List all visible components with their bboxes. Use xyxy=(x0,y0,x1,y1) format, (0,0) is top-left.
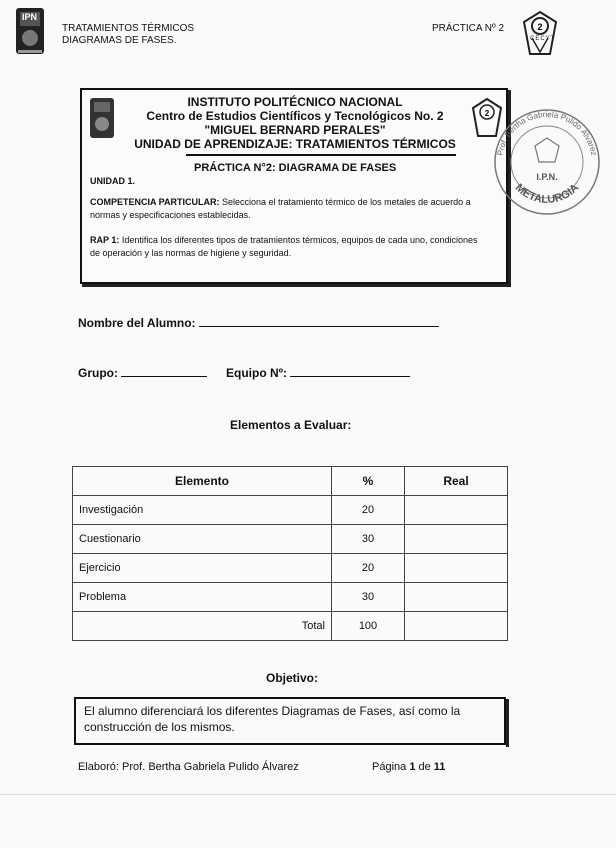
row-elemento: Problema xyxy=(73,583,332,612)
total-real[interactable] xyxy=(405,612,508,641)
row-real[interactable] xyxy=(405,554,508,583)
unidad-label: UNIDAD 1. xyxy=(90,176,136,186)
rap-paragraph xyxy=(90,234,490,260)
practice-title: PRÁCTICA N°2: DIAGRAMA DE FASES xyxy=(194,162,397,174)
page-total: 11 xyxy=(433,761,446,773)
competencia-paragraph xyxy=(90,196,490,222)
box-shadow-bottom xyxy=(82,284,511,287)
header-subject: TRATAMIENTOS TÉRMICOS xyxy=(62,23,195,34)
row-real[interactable] xyxy=(405,583,508,612)
header-practice-number: PRÁCTICA Nº 2 xyxy=(432,23,505,34)
group-label: Grupo: xyxy=(78,366,118,380)
page-prefix: Página xyxy=(372,761,410,773)
page-bottom-edge xyxy=(0,794,616,795)
student-name-label: Nombre del Alumno: xyxy=(78,316,196,330)
row-elemento: Ejercicio xyxy=(73,554,332,583)
svg-text:2: 2 xyxy=(484,109,490,118)
table-row xyxy=(73,554,508,583)
institute-name: INSTITUTO POLITÉCNICO NACIONAL xyxy=(187,95,403,109)
row-elemento: Cuestionario xyxy=(73,525,332,554)
objective-title: Objetivo: xyxy=(266,671,319,685)
objective-text: El alumno diferenciará los diferentes Diagramas de Fases, así como la construcción de los mismos. xyxy=(84,704,461,734)
stamp-center-text: I.P.N. xyxy=(536,172,558,182)
student-name-field[interactable] xyxy=(78,313,439,330)
header-topic: DIAGRAMAS DE FASES. xyxy=(62,35,177,46)
stamp-top-text: Prof. Bertha Gabriela Pulido Álvarez xyxy=(495,109,599,157)
cecyt-logo-text: CECYT xyxy=(530,36,556,42)
competencia-text: Selecciona el tratamiento térmico de los metales de acuerdo a normas y especificaciones establecidas. xyxy=(90,197,471,220)
title-divider xyxy=(186,154,456,156)
stamp-bottom-text: METALURGIA xyxy=(512,181,582,207)
team-line[interactable] xyxy=(290,363,410,377)
table-total-row xyxy=(73,612,508,641)
row-real[interactable] xyxy=(405,525,508,554)
table-header-row xyxy=(73,467,508,496)
metalurgia-stamp xyxy=(488,100,606,218)
svg-text:Prof. Bertha Gabriela Pulido Á xyxy=(495,110,598,156)
group-field[interactable] xyxy=(78,363,207,380)
svg-text:2: 2 xyxy=(537,22,543,32)
page-number: 1 xyxy=(409,761,416,773)
header-logo-ipn xyxy=(12,6,48,56)
practice-info-box xyxy=(80,88,508,284)
rap-text: Identifica los diferentes tipos de tratamientos térmicos, equipos de cada uno, condiciones de operación y las normas de higiene y seguridad. xyxy=(90,235,478,258)
ipn-box-logo xyxy=(88,96,116,140)
objective-shadow xyxy=(506,699,509,747)
row-real[interactable] xyxy=(405,496,508,525)
center-name: Centro de Estudios Científicos y Tecnológicos No. 2 xyxy=(146,109,444,123)
col-header-real: Real xyxy=(405,467,508,496)
rap-label: RAP 1: xyxy=(90,235,120,245)
school-name: "MIGUEL BERNARD PERALES" xyxy=(204,123,386,137)
total-value: 100 xyxy=(332,612,405,641)
col-header-percent: % xyxy=(332,467,405,496)
competencia-label: COMPETENCIA PARTICULAR: xyxy=(90,197,220,207)
page-mid: de xyxy=(415,761,434,773)
objective-box xyxy=(74,697,506,745)
row-percent: 30 xyxy=(332,525,405,554)
evaluation-title: Elementos a Evaluar: xyxy=(230,418,352,432)
row-percent: 20 xyxy=(332,496,405,525)
row-percent: 20 xyxy=(332,554,405,583)
footer-author: Elaboró: Prof. Bertha Gabriela Pulido Álvarez xyxy=(78,761,299,773)
table-row xyxy=(73,525,508,554)
row-elemento: Investigación xyxy=(73,496,332,525)
table-row xyxy=(73,496,508,525)
footer-page xyxy=(372,761,445,773)
svg-text:METALURGIA xyxy=(513,182,581,206)
unit-name: UNIDAD DE APRENDIZAJE: TRATAMIENTOS TÉRMICOS xyxy=(134,137,456,151)
evaluation-table xyxy=(72,466,508,641)
table-row xyxy=(73,583,508,612)
ipn-logo-text: IPN xyxy=(22,12,38,22)
total-label: Total xyxy=(73,612,332,641)
row-percent: 30 xyxy=(332,583,405,612)
col-header-elemento: Elemento xyxy=(73,467,332,496)
team-field[interactable] xyxy=(226,363,410,380)
group-line[interactable] xyxy=(121,363,207,377)
student-name-line[interactable] xyxy=(199,313,439,327)
team-label: Equipo Nº: xyxy=(226,366,288,380)
header-logo-cecyt xyxy=(520,8,560,58)
